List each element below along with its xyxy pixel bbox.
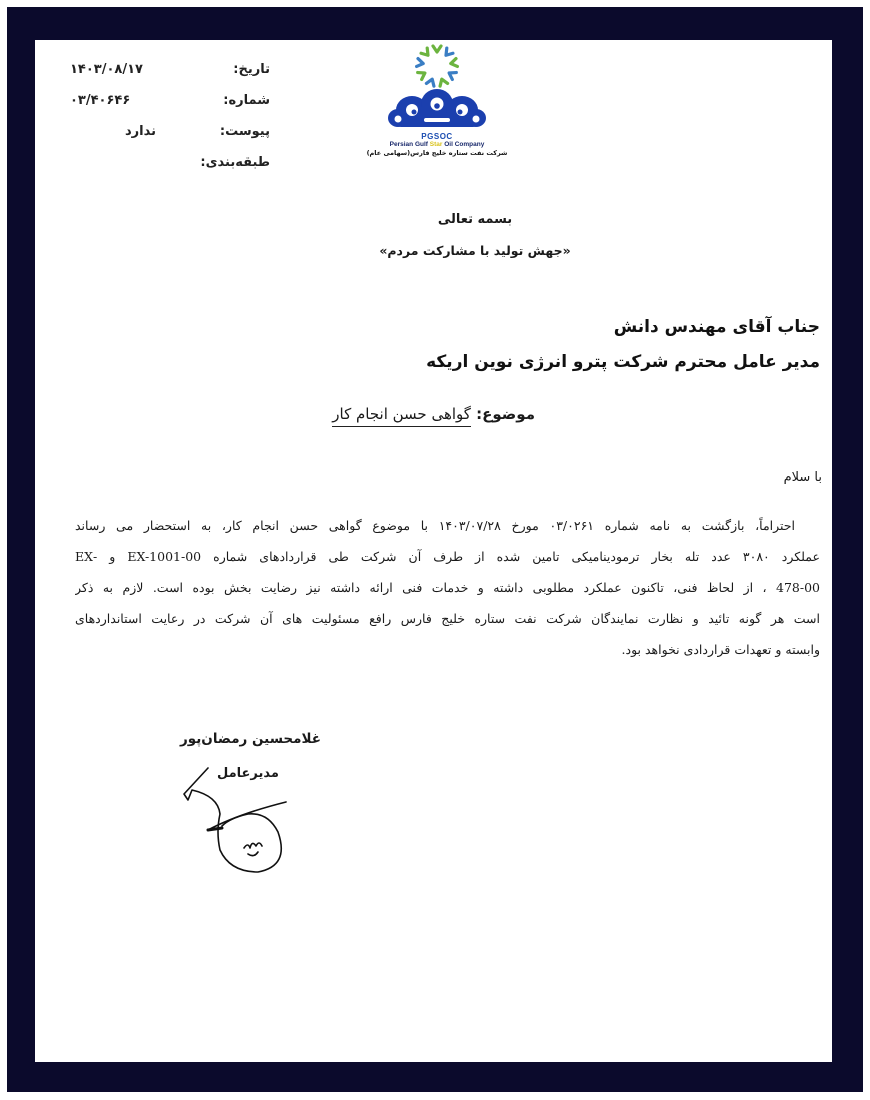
- letter-body: [75, 510, 820, 665]
- logo-english-star: Star: [429, 141, 443, 148]
- signatory-name: غلامحسین رمضان‌پور: [180, 731, 321, 747]
- number-label: شماره:: [223, 93, 270, 108]
- greeting-text: با سلام: [783, 470, 822, 485]
- letter-subject: [330, 405, 535, 423]
- attachment-label: پیوست:: [219, 124, 270, 139]
- logo-abbreviation: PGSOC: [421, 132, 453, 141]
- date-value: ۱۴۰۳/۰۸/۱۷: [70, 62, 143, 77]
- recipient-title: مدیر عامل محترم شرکت پترو انرژی نوین اریکه: [426, 352, 820, 372]
- pgsoc-emblem-icon: [382, 42, 492, 134]
- logo-english-post: Oil Company: [442, 141, 485, 148]
- meta-attachment: [70, 124, 270, 155]
- date-label: تاریخ:: [233, 62, 270, 77]
- meta-date: [70, 62, 270, 93]
- number-value: ۰۳/۴۰۶۴۶: [70, 93, 131, 108]
- body-line: احتراماً، بازگشت به نامه شماره ۰۳/۰۲۶۱ مورخ ۱۴۰۳/۰۷/۲۸ با موضوع گواهی حسن انجام کار، به استحضار می رساند: [75, 518, 795, 533]
- subject-value: گواهی حسن انجام کار: [332, 405, 471, 427]
- classification-label: طبقه‌بندی:: [200, 155, 270, 170]
- body-line: است هر گونه تائید و نظارت نمایندگان شرکت نفت ستاره خلیج فارس رافع مسئولیت های آن شرکت در رعایت استانداردهای: [75, 611, 820, 626]
- logo-english-name: [362, 141, 512, 148]
- attachment-value: ندارد: [125, 124, 157, 139]
- meta-classification: [70, 155, 270, 186]
- motto-text: «جهش تولید با مشارکت مردم»: [379, 243, 571, 258]
- letter-meta: [70, 62, 270, 186]
- recipient-name: جناب آقای مهندس دانش: [613, 317, 820, 337]
- logo-persian-name: شرکت نفت ستاره خلیج فارس(سهامی عام): [366, 149, 508, 157]
- body-line: عملکرد ۳۰۸۰ عدد تله بخار ترمودینامیکی تامین شده از طرف آن شرکت طی قراردادهای شماره EX-1001-00 و -EX: [75, 549, 820, 564]
- company-logo: [362, 42, 512, 172]
- body-line: وابسته و تعهدات قراردادی نخواهد بود.: [621, 642, 820, 657]
- handwritten-signature-icon: [178, 762, 308, 882]
- signatory-title: مدیرعامل: [217, 766, 279, 781]
- meta-number: [70, 93, 270, 124]
- subject-label: موضوع:: [470, 405, 535, 423]
- logo-english-pre: Persian Gulf: [389, 141, 430, 148]
- body-line: 478-00 ، از لحاظ فنی، تاکنون عملکرد مطلوبی داشته و خدمات فنی ارائه داشته نیز رضایت بخش بوده است. لازم به ذکر: [75, 580, 820, 595]
- basmala-heading: بسمه تعالی: [437, 212, 513, 227]
